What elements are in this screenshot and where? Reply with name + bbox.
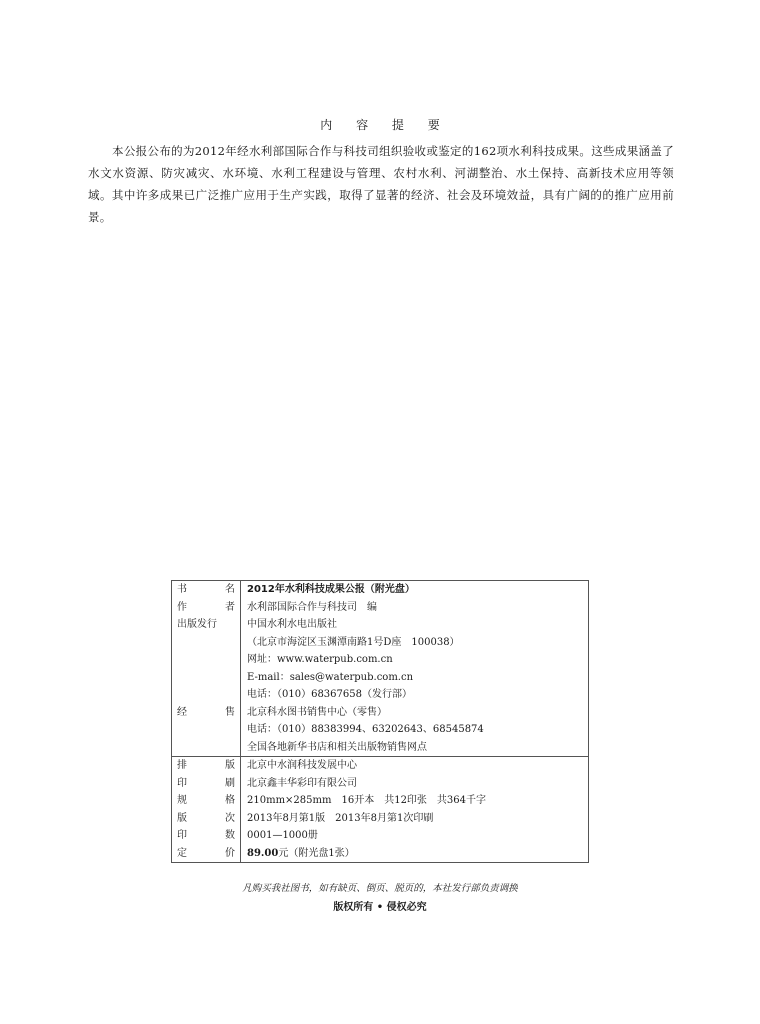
printing-value: 北京鑫丰华彩印有限公司 bbox=[247, 777, 357, 789]
format-value: 210mm×285mm 16开本 共12印张 共364千字 bbox=[247, 795, 487, 806]
typesetting-value: 北京中水润科技发展中心 bbox=[241, 757, 589, 775]
label-printing-b: 刷 bbox=[225, 777, 235, 789]
distributor-line-2: 电话：（010）88383994、63202643、68545874 bbox=[247, 724, 484, 735]
cip-row-publisher-email bbox=[172, 669, 589, 687]
label-print-run-b: 数 bbox=[225, 830, 235, 841]
label-printing-a: 印 bbox=[177, 777, 187, 789]
distributor-line-3: 全国各地新华书店和相关出版物销售网点 bbox=[247, 741, 427, 753]
cip-row-distributor-network bbox=[172, 739, 589, 757]
cip-row-book-title bbox=[172, 581, 589, 599]
label-format-b: 格 bbox=[225, 795, 235, 806]
cip-data-table bbox=[171, 580, 589, 863]
label-format-a: 规 bbox=[177, 795, 187, 806]
label-distributor-b: 售 bbox=[225, 706, 235, 718]
label-distributor-a: 经 bbox=[177, 706, 187, 718]
cip-row-publisher-address bbox=[172, 634, 589, 652]
cip-row-distributor-phone bbox=[172, 721, 589, 739]
label-book-title-b: 名 bbox=[225, 584, 235, 595]
cip-row-distributor bbox=[172, 704, 589, 722]
summary-title: 内 容 提 要 bbox=[320, 118, 450, 132]
cip-row-publisher-web bbox=[172, 651, 589, 669]
exchange-notice: 凡购买我社图书，如有缺页、倒页、脱页的，本社发行部负责调换 bbox=[242, 883, 518, 894]
label-author-b: 者 bbox=[225, 601, 235, 613]
cip-row-typesetting bbox=[172, 757, 589, 775]
cip-row-format bbox=[172, 792, 589, 810]
summary-body: 本公报公布的为2012年经水利部国际合作与科技司组织验收或鉴定的162项水利科技成果。这些成果涵盖了水文水资源、防灾减灾、水环境、水利工程建设与管理、农村水利、河湖整治、水土保持、高新技术应用等领域。其中许多成果已广泛推广应用于生产实践，取得了显著的经济、社会及环境效益，具有广阔的的推广应用前景。 bbox=[88, 144, 674, 224]
cip-row-author bbox=[172, 599, 589, 617]
publisher-line-2: （北京市海淀区玉渊潭南路1号D座 100038） bbox=[247, 636, 460, 648]
print-run-value: 0001—1000册 bbox=[247, 830, 318, 841]
label-author-a: 作 bbox=[177, 601, 187, 613]
label-typesetting-a: 排 bbox=[177, 760, 187, 771]
price-value bbox=[241, 845, 589, 863]
publisher-line-1: 中国水利水电出版社 bbox=[247, 619, 337, 630]
label-print-run-a: 印 bbox=[177, 830, 187, 841]
book-title-value: 2012年水利科技成果公报（附光盘） bbox=[247, 584, 415, 595]
cip-row-publisher bbox=[172, 616, 589, 634]
label-edition-a: 版 bbox=[177, 812, 187, 824]
price-unit: 元（附光盘1张） bbox=[278, 847, 355, 859]
edition-value: 2013年8月第1版 2013年8月第1次印刷 bbox=[247, 812, 434, 824]
copyright-notice: 版权所有 • 侵权必究 bbox=[333, 902, 427, 913]
label-publisher: 出版发行 bbox=[177, 619, 217, 630]
label-edition-b: 次 bbox=[225, 812, 235, 824]
cip-row-print-run bbox=[172, 827, 589, 845]
label-typesetting-b: 版 bbox=[225, 760, 235, 771]
cip-row-printing bbox=[172, 775, 589, 793]
label-price-a: 定 bbox=[177, 847, 187, 859]
cip-row-price bbox=[172, 845, 589, 863]
publisher-line-5: 电话：（010）68367658（发行部） bbox=[247, 689, 412, 700]
price-amount: 89.00 bbox=[247, 847, 279, 859]
cip-row-edition bbox=[172, 810, 589, 828]
author-value: 水利部国际合作与科技司 编 bbox=[247, 601, 377, 613]
cip-row-publisher-phone bbox=[172, 686, 589, 704]
publisher-line-4: E-mail：sales@waterpub.com.cn bbox=[247, 671, 414, 683]
label-book-title-a: 书 bbox=[177, 584, 187, 595]
publisher-line-3: 网址：www.waterpub.com.cn bbox=[247, 654, 393, 665]
distributor-line-1: 北京科水图书销售中心（零售） bbox=[247, 706, 387, 718]
label-price-b: 价 bbox=[225, 847, 235, 859]
